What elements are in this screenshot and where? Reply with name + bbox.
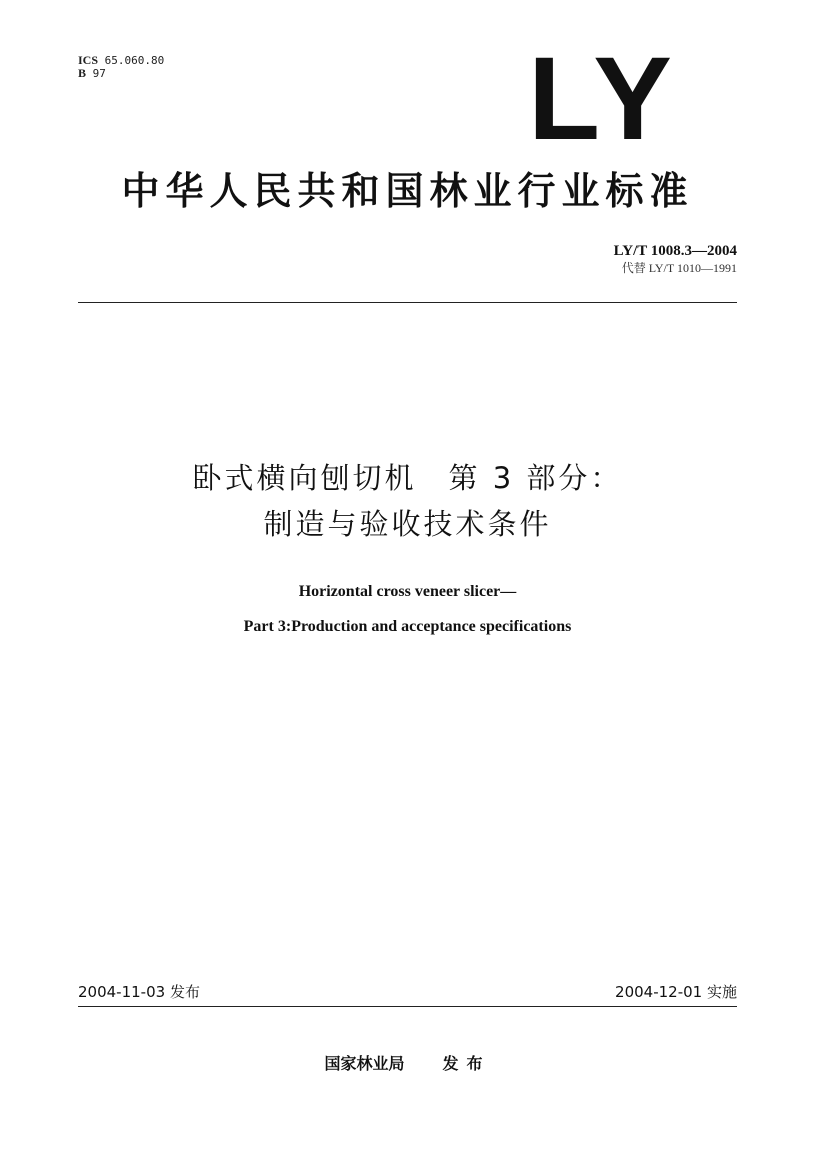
title-chinese-line-1: 卧式横向刨切机 第 3 部分： — [192, 461, 623, 495]
top-divider — [78, 302, 737, 303]
title-english-line-1: Horizontal cross veneer slicer— — [298, 583, 517, 600]
ics-code-row — [78, 54, 164, 67]
ccs-code: 97 — [92, 67, 106, 80]
issue-date: 2004-11-03 发布 — [78, 983, 200, 1001]
standard-number: LY/T 1008.3—2004 — [613, 243, 737, 259]
ccs-label: B — [78, 66, 87, 80]
bottom-divider — [78, 1006, 737, 1007]
ics-code: 65.060.80 — [104, 54, 165, 67]
effective-date: 2004-12-01 实施 — [615, 983, 737, 1001]
publisher-action: 发布 — [442, 1054, 491, 1073]
title-english-line-2: Part 3:Production and acceptance specifications — [243, 618, 572, 635]
ly-logo: LY — [528, 33, 676, 165]
replaced-standard-number: 代替 LY/T 1010—1991 — [621, 261, 737, 275]
ics-label: ICS — [78, 53, 99, 67]
ccs-code-row — [78, 67, 164, 80]
publisher-name: 国家林业局 — [324, 1054, 405, 1073]
standard-category-title: 中华人民共和国林业行业标准 — [121, 169, 694, 213]
title-chinese-line-2: 制造与验收技术条件 — [263, 507, 552, 541]
classification-codes — [78, 54, 164, 80]
publisher-line — [78, 1054, 737, 1074]
